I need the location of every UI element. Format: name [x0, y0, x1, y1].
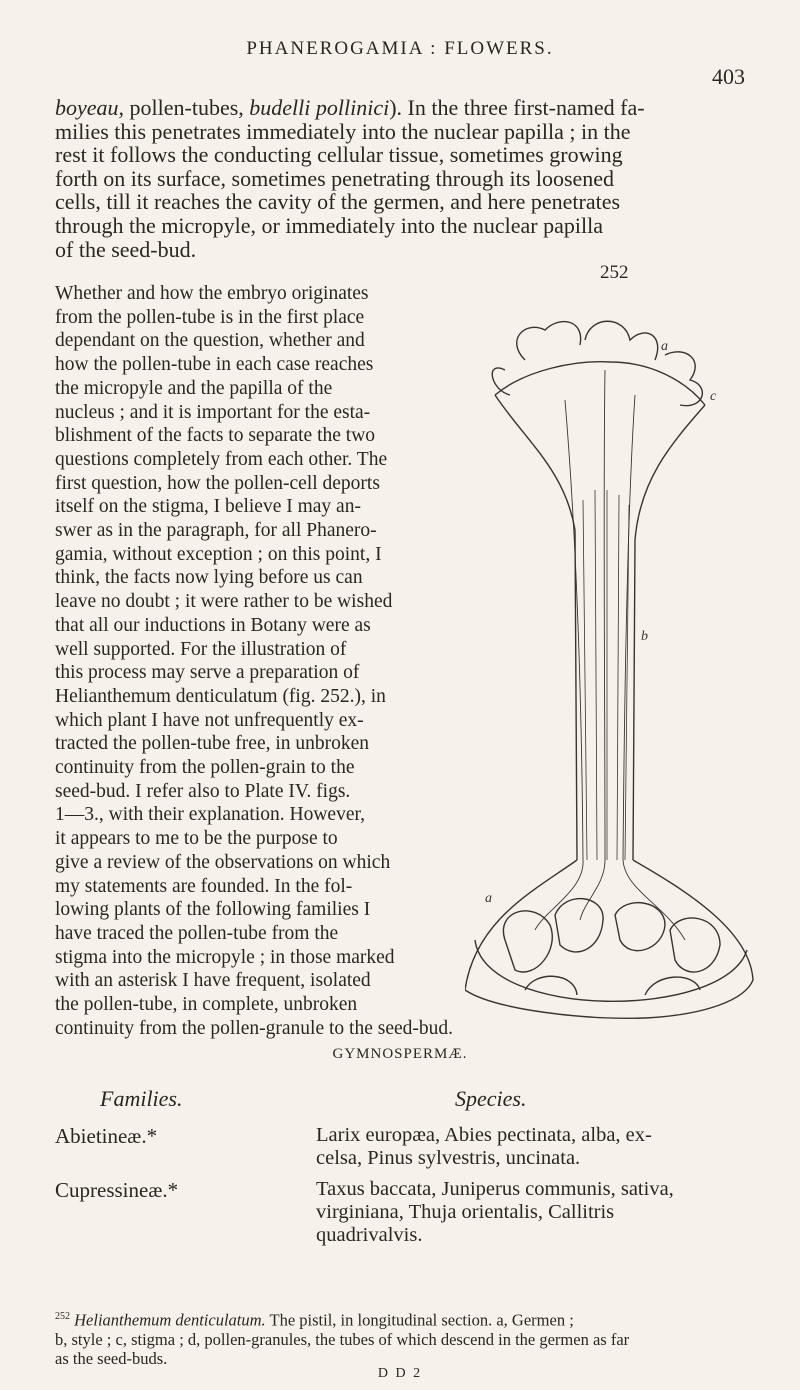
style-canal [617, 495, 619, 860]
caption-line: b, style ; c, stigma ; d, pollen-granules, the tubes of which descend in the germen as far [55, 1329, 630, 1349]
text-line: with an asterisk I have frequent, isolated [55, 970, 371, 992]
text-line: have traced the pollen-tube from the [55, 922, 339, 944]
text-line: how the pollen-tube in each case reaches [55, 354, 374, 376]
seed-bud [645, 977, 700, 995]
families-column-heading: Families. [100, 1086, 183, 1111]
text-line: rest it follows the conducting cellular tissue, sometimes growing [55, 142, 623, 168]
label-a-lower: a [485, 891, 492, 906]
figure-number: 252 [600, 262, 629, 283]
text-line: 1—3., with their explanation. However, [55, 804, 366, 826]
text-line: forth on its surface, sometimes penetrating through its loosened [55, 165, 615, 191]
text-line: blishment of the facts to separate the two [55, 425, 376, 447]
species-column-heading: Species. [455, 1086, 527, 1111]
text-line: gamia, without exception ; on this point, I [55, 543, 382, 565]
figure-caption [55, 1307, 767, 1368]
text-line: continuity from the pollen-granule to the seed-bud. [55, 1017, 454, 1039]
species-list [316, 1124, 756, 1170]
text-line: that all our inductions in Botany were as [55, 614, 371, 636]
caption-line: $^{252}$ Helianthemum denticulatum. The pistil, in longitudinal section. a, Germen ; [55, 1310, 574, 1330]
page-number: 403 [712, 64, 745, 89]
species-line: celsa, Pinus sylvestris, uncinata. [316, 1147, 581, 1169]
label-c: c [710, 389, 717, 404]
text-line: give a review of the observations on which [55, 851, 391, 873]
seed-bud [670, 918, 720, 972]
text-line: dependant on the question, whether and [55, 330, 365, 352]
text-line: first question, how the pollen-cell deports [55, 472, 380, 494]
main-paragraph [55, 282, 454, 1041]
pistil-figure [465, 300, 755, 1020]
seed-bud [615, 903, 665, 951]
caption-line: as the seed-buds. [55, 1348, 168, 1368]
text-line: think, the facts now lying before us can [55, 567, 363, 589]
family-name: Abietineæ.* [55, 1124, 158, 1148]
text-line: swer as in the paragraph, for all Phanero- [55, 520, 377, 542]
top-paragraph [55, 96, 765, 261]
species-line: quadrivalvis. [316, 1224, 423, 1246]
stigma-lobe [517, 322, 581, 360]
text-line: which plant I have not unfrequently ex- [55, 709, 364, 731]
germen-outline [465, 860, 753, 1018]
section-heading: GYMNOSPERMÆ. [332, 1046, 468, 1062]
text-line: boyeau, pollen-tubes, budelli pollinici). In the three first-named fa- [55, 95, 645, 120]
running-head [0, 38, 800, 89]
text-line: from the pollen-tube is in the first place [55, 306, 365, 328]
seed-bud [503, 911, 552, 972]
text-line: Whether and how the embryo originates [55, 283, 369, 304]
text-line: Helianthemum denticulatum (fig. 252.), in [55, 685, 386, 707]
text-line: it appears to me to be the purpose to [55, 828, 338, 850]
family-name: Cupressineæ.* [55, 1178, 179, 1202]
text-line: nucleus ; and it is important for the esta- [55, 401, 371, 423]
stigma-lobe [665, 352, 702, 406]
text-line: continuity from the pollen-grain to the [55, 757, 355, 779]
text-line: the micropyle and the papilla of the [55, 377, 333, 399]
signature-mark: D D 2 [377, 1366, 423, 1381]
caption-number: 252 [55, 1311, 70, 1322]
seed-bud [525, 976, 577, 995]
stigma-surface [495, 362, 705, 405]
text-line: through the micropyle, or immediately into the nuclear papilla [55, 212, 604, 238]
style-outline [495, 395, 577, 860]
running-title: PHANEROGAMIA : FLOWERS. [246, 38, 554, 59]
species-line: Taxus baccata, Juniperus communis, sativa, [316, 1178, 674, 1200]
label-b: b [641, 629, 648, 644]
text-line: stigma into the micropyle ; in those marked [55, 946, 395, 968]
style-canal [595, 490, 597, 860]
text-line: tracted the pollen-tube free, in unbroken [55, 733, 370, 755]
text-line: well supported. For the illustration of [55, 638, 347, 660]
text-line: itself on the stigma, I believe I may an- [55, 496, 361, 518]
pollen-tube [580, 370, 605, 920]
text-line: milies this penetrates immediately into the nuclear papilla ; in the [55, 118, 631, 144]
text-line: the pollen-tube, in complete, unbroken [55, 994, 358, 1016]
caption-species: Helianthemum denticulatum. [74, 1310, 266, 1330]
pollen-tube [623, 395, 685, 940]
species-line: Larix europæa, Abies pectinata, alba, ex- [316, 1124, 652, 1146]
seed-bud [555, 899, 603, 952]
species-list [316, 1178, 756, 1247]
text-line: cells, till it reaches the cavity of the germen, and here penetrates [55, 189, 621, 215]
style-canal [583, 500, 587, 860]
text-line: leave no doubt ; it were rather to be wished [55, 591, 393, 613]
species-line: virginiana, Thuja orientalis, Callitris [316, 1201, 615, 1223]
text-line: my statements are founded. In the fol- [55, 875, 353, 897]
text-line: lowing plants of the following families I [55, 899, 371, 921]
text-line: questions completely from each other. The [55, 448, 388, 470]
text-line: seed-bud. I refer also to Plate IV. figs. [55, 780, 351, 802]
text-line: this process may serve a preparation of [55, 662, 360, 684]
label-a-upper: a [661, 339, 668, 354]
stigma-lobe [585, 321, 658, 360]
text-line: of the seed-bud. [55, 236, 197, 262]
